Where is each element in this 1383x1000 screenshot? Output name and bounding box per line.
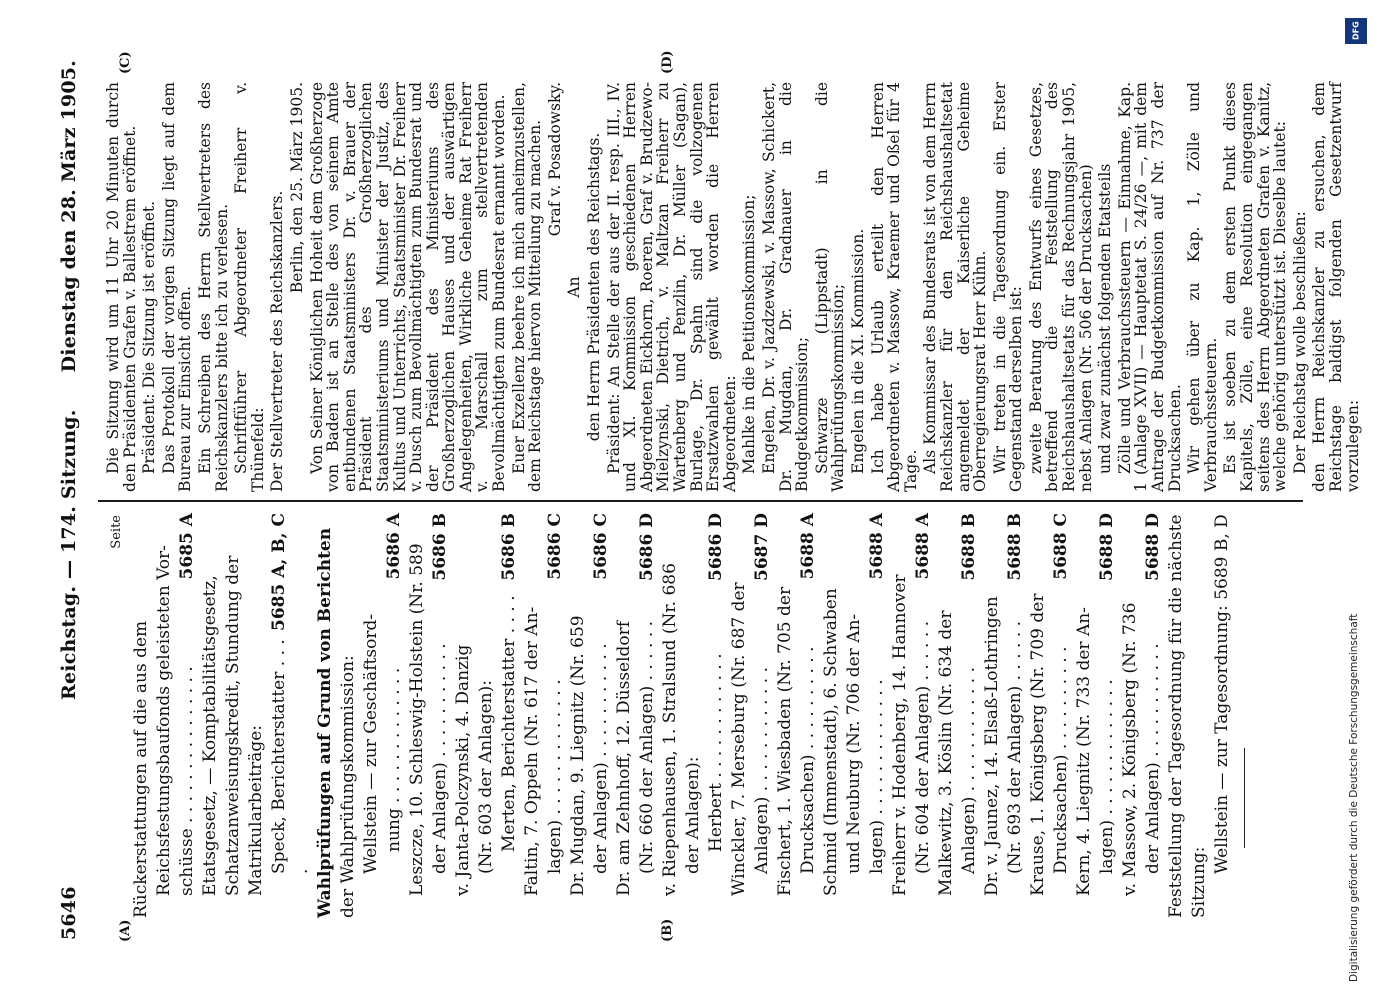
toc-row [176,513,199,918]
toc-entry-text: Herbert . . . . . . . . . . . . [706,653,726,852]
toc-row [797,513,820,918]
toc-entry-text: Wellstein — zur Geschäftsord- [361,613,381,874]
toc-entry-text: der Wahlprüfungskommission: [338,655,358,918]
toc-entry-text: der Anlagen): [683,756,703,874]
toc-row [314,513,337,918]
toc-entry-text: Wahlprüfungen auf Grund von Berichten [315,527,335,918]
toc-row [843,513,866,918]
toc-row [774,513,797,918]
toc-page-ref: 5685 A, B, C [269,513,289,631]
toc-entry-text: Dr. Mugdan, 9. Liegnitz (Nr. 659 [568,615,588,896]
toc-entry-text: Rückerstattungen auf die aus dem [131,620,151,918]
toc-entry-text: Kern, 4. Liegnitz (Nr. 733 der An- [1074,607,1094,896]
toc-row [636,513,659,918]
toc-entry-text: Krause, 1. Königsberg (Nr. 709 der [1028,593,1048,896]
body-paragraph: Berlin, den 25. März 1905. [287,82,306,294]
toc-row [544,513,567,918]
toc-page-ref: 5686 D [706,513,726,581]
body-paragraph: Präsident: An Stelle der aus der II. resp. III., IV. und XI. Kommission geschiedenen Herren Abgeordneten Eickhorn, Roeren, Graf v. Brudzewo-Mielzynski, Dietrich, v. Maltzan Freiherr zu Wartenberg und Penzlin, Dr. Müller (Sagan), Burlage, Dr. Spahn sind die vollzogenen Ersatzwahlen gewählt worden die Herren Abgeordneten: [604,82,739,492]
toc-row [429,513,452,918]
toc-entry-text: Drucksachen) . . . . . . . . . . [798,646,818,874]
toc-entry-text: lagen) . . . . . . . . . . . . . [1097,679,1117,874]
toc-row [958,513,981,918]
toc-entry-text: Leszcze, 10. Schleswig-Holstein (Nr. 589 [407,543,427,896]
toc-row [268,513,314,918]
body-paragraph: Engelen in die XI. Kommission. [848,228,867,474]
page-header [58,60,88,940]
toc-row [521,513,544,918]
margin-mark-a: (A) [118,919,133,942]
body-paragraph: zweite Beratung des Entwurfs eines Gesetzes, betreffend die Feststellung des Reichshaushaltsetats für das Rechnungsjahr 1905, nebst Anlagen (Nr. 506 der Drucksachen) [1026,82,1095,492]
toc-page-ref: 5685 A [177,513,197,580]
body-paragraph: Präsident: Die Sitzung ist eröffnet. [140,200,159,474]
toc-row [222,513,245,918]
toc-entry-text: nung . . . . . . . . . . . . . [384,667,404,852]
toc-row [199,513,222,918]
toc-row [1119,513,1142,918]
toc-list [130,513,1234,918]
toc-page-ref: 5688 D [1143,513,1163,581]
body-paragraph: Schriftführer Abgeordneter Freiherr v. Thünefeld: [232,82,267,492]
margin-mark-c: (C) [118,51,133,74]
toc-entry-text: Winckler, 7. Merseburg (Nr. 687 der [729,582,749,896]
body-paragraph: Ich habe Urlaub erteilt den Herren Abgeordneten v. Massow, Kraemer und Oßel für 4 Tage. [868,82,920,492]
body-paragraph: Mahlke in die Petitionskommission; [740,194,759,474]
toc-entry-text: Schatzanweisungskredit, Stundung der [223,555,243,896]
toc-row [705,513,728,918]
toc-row [751,513,774,918]
toc-row [820,513,843,918]
body-paragraph: Engelen, Dr. v. Jazdzewski, v. Massow, Schickert, Dr. Mugdan, Dr. Gradnauer in die Budgetkommission; [759,82,812,492]
page-number: 5646 [58,886,80,940]
toc-entry-text: Reichsfestungsbaufonds geleisteten Vor- [154,545,174,896]
body-paragraph: und zwar zunächst folgenden Etatsteils [1096,163,1115,474]
toc-entry-text: Speck, Berichterstatter . . . . [269,639,312,874]
toc-entry-text: lagen) . . . . . . . . . . . . . [545,679,565,874]
toc-entry-text: Dr. v. Jaunez, 14. Elsaß-Lothringen [982,596,1002,896]
toc-page-ref: 5688 B [959,513,979,581]
toc-row [613,513,636,918]
toc-entry-text: der Anlagen) . . . . . . . . . . . [430,643,450,874]
toc-row [337,513,360,918]
toc-column [105,513,1305,918]
toc-row [1050,513,1073,918]
toc-entry-text: (Nr. 604 der Anlagen) . . . . . . [913,620,933,874]
toc-page-ref: 5686 A [384,513,404,580]
toc-row [406,513,429,918]
margin-mark-d: (D) [660,50,675,74]
toc-row [981,513,1004,918]
toc-row [935,513,958,918]
toc-entry-text: Freiherr v. Hodenberg, 14. Hannover [890,574,910,896]
toc-row [475,513,498,918]
toc-entry-text: (Nr. 660 der Anlagen) . . . . . . [637,620,657,874]
toc-row [1027,513,1050,918]
toc-page-ref: 5686 B [430,513,450,581]
body-paragraph: Wir treten in die Tagesordnung ein. Erster Gegenstand derselben ist: [990,82,1026,492]
toc-entry-text: (Nr. 693 der Anlagen) . . . . . . [1005,620,1025,874]
toc-row [912,513,935,918]
body-paragraph: Zölle und Verbrauchssteuern — Einnahme, Kap. 1 (Anlage XVII) — Hauptetat S. 24/26 —, mit dem Antrage der Budgetkommission auf Nr. 737 der Drucksachen. [1115,82,1184,492]
toc-entry-text: Drucksachen) . . . . . . . . . . [1051,646,1071,874]
end-rule [1244,748,1245,848]
toc-page-ref: 5688 B [1005,513,1025,581]
toc-page-ref: 5688 C [1051,513,1071,580]
toc-row [866,513,889,918]
seite-label: Seite [109,515,124,549]
toc-row [567,513,590,918]
toc-row [498,513,521,918]
dfg-watermark [1338,10,1378,990]
body-column [104,82,1362,492]
body-paragraph: Euer Exzellenz beehre ich mich anheimzustellen, dem Reichstage hiervon Mitteilung zu machen. [509,82,545,492]
header-left-title: Reichstag. — 174. Sitzung. [58,409,80,700]
toc-row [1142,513,1165,918]
toc-entry-text: (Nr. 603 der Anlagen): [476,680,496,874]
toc-row [130,513,153,918]
toc-entry-text: Dr. am Zehnhoff, 12. Düsseldorf [614,620,634,896]
dfg-logo-icon: DFG [1345,18,1367,44]
body-paragraph: Die Sitzung wird um 11 Uhr 20 Minuten durch den Präsidenten Grafen v. Ballestrem eröffnet. [104,82,139,492]
toc-row [682,513,705,918]
toc-entry-text: Malkewitz, 3. Köslin (Nr. 634 der [936,610,956,896]
toc-entry-text: v. Massow, 2. Königsberg (Nr. 736 [1120,602,1140,896]
body-paragraph: Das Protokoll der vorigen Sitzung liegt auf dem Bureau zur Einsicht offen. [159,82,195,492]
column-divider [98,500,1303,502]
toc-row [452,513,475,918]
toc-entry-text: der Anlagen) . . . . . . . . . . . [1143,643,1163,874]
body-paragraph: Ein Schreiben des Herrn Stellvertreters des Reichskanzlers bitte ich zu verlesen. [195,82,231,492]
toc-entry-text: Faltin, 7. Oppeln (Nr. 617 der An- [522,606,542,896]
toc-page-ref: 5687 D [752,513,772,581]
toc-entry-text: Wellstein — zur Tagesordnung: 5689 B, D [1212,514,1232,874]
toc-entry-text: Matrikularbeiträge: [246,724,266,896]
toc-entry-text: Merten, Berichterstatter . . . . [499,595,519,852]
body-paragraph: Der Reichstag wolle beschließen: [1290,211,1309,474]
toc-page-ref: 5686 C [545,513,565,580]
toc-entry-text: Schmid (Immenstadt), 6. Schwaben [821,588,841,896]
dfg-funding-note: Digitalisierung gefördert durch die Deutsche Forschungsgemeinschaft [1348,613,1360,982]
toc-row [1211,513,1234,918]
body-paragraph: Wir gehen über zu Kap. 1, Zölle und Verbrauchssteuern. [1185,82,1220,492]
toc-entry-text: Etatsgesetz, — Komptabilitätsgesetz, [200,575,220,896]
toc-row [590,513,613,918]
toc-entry-text: v. Janta-Polczynski, 4. Danzig [453,644,473,896]
body-paragraph: den Herrn Präsidenten des Reichstags. [585,132,604,442]
toc-entry-text: Feststellung der Tagesordnung für die nächste [1166,514,1186,918]
body-paragraph: An [565,276,584,298]
toc-row [245,513,268,918]
toc-row [1165,513,1188,918]
toc-row [728,513,751,918]
toc-row [1188,513,1211,918]
toc-row [383,513,406,918]
toc-entry-text: lagen) . . . . . . . . . . . . . [867,679,887,874]
body-paragraph: Graf v. Posadowsky. [545,82,564,237]
toc-row [360,513,383,918]
toc-entry-text: Sitzung: [1189,846,1209,918]
body-paragraph: Es ist soeben zu dem ersten Punkt dieses Kapitels, Zölle, eine Resolution eingegangen seitens des Herrn Abgeordneten Grafen v. Kanitz, welche gehörig unterstützt ist. Dieselbe lautet: [1221,82,1290,492]
header-right-title: Dienstag den 28. März 1905. [58,60,80,373]
body-paragraph: Der Stellvertreter des Reichskanzlers. [268,190,287,492]
toc-page-ref: 5688 A [798,513,818,580]
toc-page-ref: 5686 C [591,513,611,580]
toc-entry-text: Anlagen) . . . . . . . . . . . . [752,666,772,874]
body-paragraph: den Herrn Reichskanzler zu ersuchen, dem Reichstage baldigst folgenden Gesetzentwurf vorzulegen: [1310,82,1362,492]
toc-entry-text: Anlagen) . . . . . . . . . . . . [959,666,979,874]
toc-entry-text: Fischert, 1. Wiesbaden (Nr. 705 der [775,586,795,896]
toc-row [1073,513,1096,918]
toc-page-ref: 5688 D [1097,513,1117,581]
toc-page-ref: 5686 B [499,513,519,581]
toc-row [659,513,682,918]
toc-entry-text: v. Riepenhausen, 1. Stralsund (Nr. 686 [660,563,680,896]
toc-row [1004,513,1027,918]
toc-page-ref: 5688 A [913,513,933,580]
toc-entry-text: der Anlagen) . . . . . . . . . . . [591,643,611,874]
toc-row [153,513,176,918]
toc-row [1096,513,1119,918]
toc-entry-text: schüsse . . . . . . . . . . . . . . . [177,666,197,896]
toc-row [889,513,912,918]
body-paragraph: Als Kommissar des Bundesrats ist von dem Herrn Reichskanzler für den Reichshaushaltsetat angemeldet der Kaiserliche Geheime Oberregierungsrat Herr Kühn. [921,82,990,492]
margin-mark-b: (B) [660,918,675,942]
body-paragraph: Schwarze (Lippstadt) in die Wahlprüfungskommission; [812,82,848,492]
toc-page-ref: 5686 D [637,513,657,581]
toc-page-ref: 5688 A [867,513,887,580]
body-paragraph: Von Seiner Königlichen Hoheit dem Großherzoge von Baden ist an Stelle des von seinem Amte entbundenen Staatsministers Dr. v. Brauer der Präsident des Großherzoglichen Staatsministeriums und Minister der Justiz, des Kultus und Unterrichts, Staatsminister Dr. Freiherr v. Dusch zum Bevollmächtigten zum Bundesrat und der Präsident des Ministeriums des Großherzoglichen Hauses und der auswärtigen Angelegenheiten, Wirkliche Geheime Rat Freiherr v. Marschall zum stellvertretenden Bevollmächtigten zum Bundesrat ernannt worden. [307,82,509,492]
toc-entry-text: und Neuburg (Nr. 706 der An- [844,613,864,874]
